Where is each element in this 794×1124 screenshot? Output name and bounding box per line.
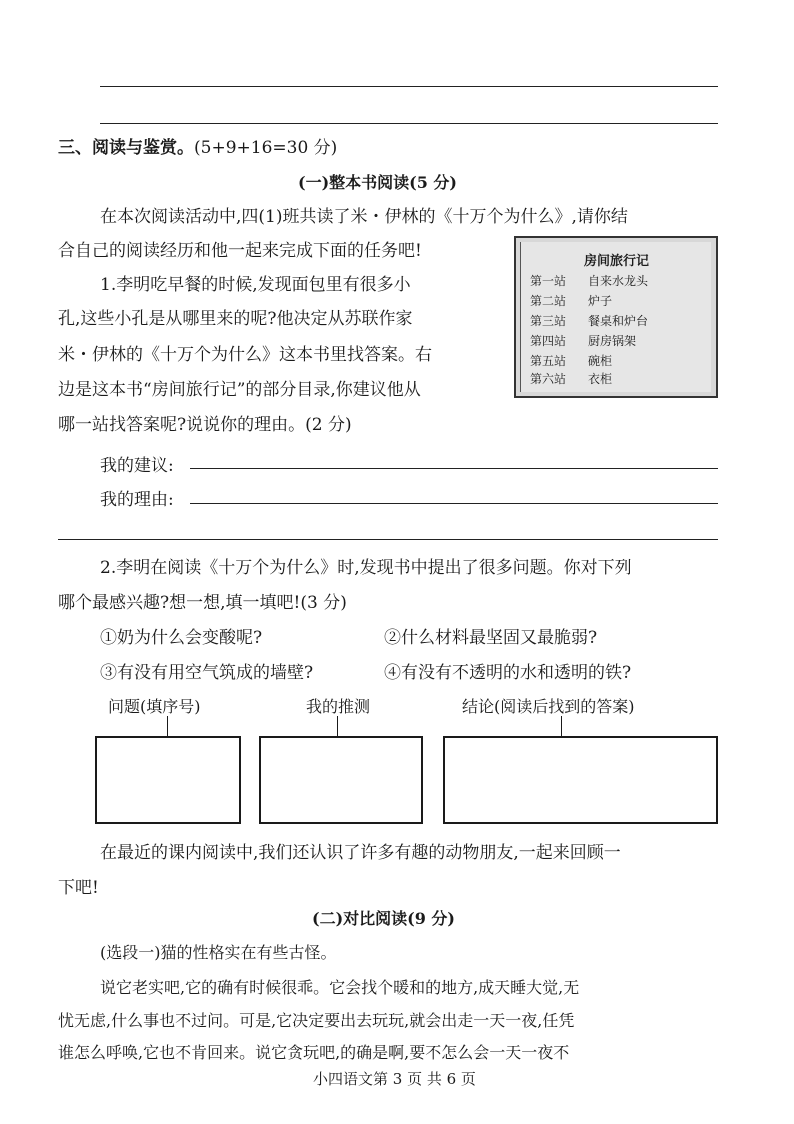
toc-row	[530, 272, 648, 289]
excerpt-label: (选段一)猫的性格实在有些古怪。	[100, 943, 337, 962]
toc-name: 炉子	[588, 294, 613, 308]
reason-answer-line-2[interactable]	[58, 539, 718, 540]
toc-row	[530, 312, 648, 329]
part2-title: (二)对比阅读(9 分)	[312, 909, 455, 928]
toc-row	[530, 352, 612, 369]
q1-line-5: 哪一站找答案呢?说说你的理由。(2 分)	[58, 415, 352, 435]
toc-name: 厨房锅架	[588, 334, 637, 348]
q1-line-2: 孔,这些小孔是从哪里来的呢?他决定从苏联作家	[58, 309, 413, 329]
section-score: (5+9+16=30 分)	[194, 138, 338, 158]
answer-line-top-2	[100, 123, 718, 124]
option-3: ③有没有用空气筑成的墙壁?	[100, 663, 314, 683]
q1-line-1: 1.李明吃早餐的时候,发现面包里有很多小	[100, 275, 411, 295]
header-question: 问题(填序号)	[108, 697, 201, 716]
toc-name: 自来水龙头	[588, 274, 649, 288]
suggestion-label: 我的建议:	[100, 456, 174, 476]
option-4: ④有没有不透明的水和透明的铁?	[384, 663, 632, 683]
q2-line-1: 2.李明在阅读《十万个为什么》时,发现书中提出了很多问题。你对下列	[100, 558, 632, 578]
part1-title: (一)整本书阅读(5 分)	[298, 173, 457, 192]
connector-question	[167, 716, 168, 736]
section-heading	[58, 133, 337, 158]
q1-line-3: 米・伊林的《十万个为什么》这本书里找答案。右	[58, 345, 432, 365]
header-guess: 我的推测	[306, 697, 371, 716]
toc-row	[530, 370, 612, 387]
toc-name: 衣柜	[588, 372, 613, 386]
answer-box-question[interactable]	[95, 736, 241, 824]
transition-line-1: 在最近的课内阅读中,我们还认识了许多有趣的动物朋友,一起来回顾一	[100, 843, 621, 863]
para-line-1: 说它老实吧,它的确有时候很乖。它会找个暖和的地方,成天睡大觉,无	[100, 978, 580, 997]
reason-label: 我的理由:	[100, 490, 174, 510]
intro-line-2: 合自己的阅读经历和他一起来完成下面的任务吧!	[58, 241, 422, 261]
toc-title: 房间旅行记	[584, 254, 650, 269]
page-footer: 小四语文第 3 页 共 6 页	[313, 1070, 476, 1088]
toc-name: 碗柜	[588, 354, 613, 368]
option-1: ①奶为什么会变酸呢?	[100, 628, 263, 648]
section-heading-text: 三、阅读与鉴赏。	[58, 138, 194, 158]
intro-line-1: 在本次阅读活动中,四(1)班共读了米・伊林的《十万个为什么》,请你结	[100, 207, 628, 227]
reason-answer-line[interactable]	[190, 503, 718, 504]
suggestion-answer-line[interactable]	[190, 468, 718, 469]
toc-station: 第三站	[530, 314, 567, 328]
q1-line-4: 边是这本书“房间旅行记”的部分目录,你建议他从	[58, 380, 421, 400]
toc-station: 第六站	[530, 372, 567, 386]
para-line-2: 忧无虑,什么事也不过问。可是,它决定要出去玩玩,就会出走一天一夜,任凭	[58, 1011, 575, 1030]
toc-station: 第五站	[530, 354, 567, 368]
toc-station: 第一站	[530, 274, 567, 288]
answer-line-top-1	[100, 86, 718, 87]
transition-line-2: 下吧!	[58, 878, 99, 898]
toc-row	[530, 292, 612, 309]
header-conclusion: 结论(阅读后找到的答案)	[462, 697, 635, 716]
toc-name: 餐桌和炉台	[588, 314, 649, 328]
para-line-3: 谁怎么呼唤,它也不肯回来。说它贪玩吧,的确是啊,要不怎么会一天一夜不	[58, 1043, 570, 1062]
toc-station: 第二站	[530, 294, 567, 308]
option-2: ②什么材料最坚固又最脆弱?	[384, 628, 598, 648]
answer-box-conclusion[interactable]	[443, 736, 718, 824]
connector-conclusion	[561, 716, 562, 736]
toc-row	[530, 332, 636, 349]
q2-line-2: 哪个最感兴趣?想一想,填一填吧!(3 分)	[58, 593, 347, 613]
connector-guess	[337, 716, 338, 736]
answer-box-guess[interactable]	[259, 736, 423, 824]
toc-station: 第四站	[530, 334, 567, 348]
